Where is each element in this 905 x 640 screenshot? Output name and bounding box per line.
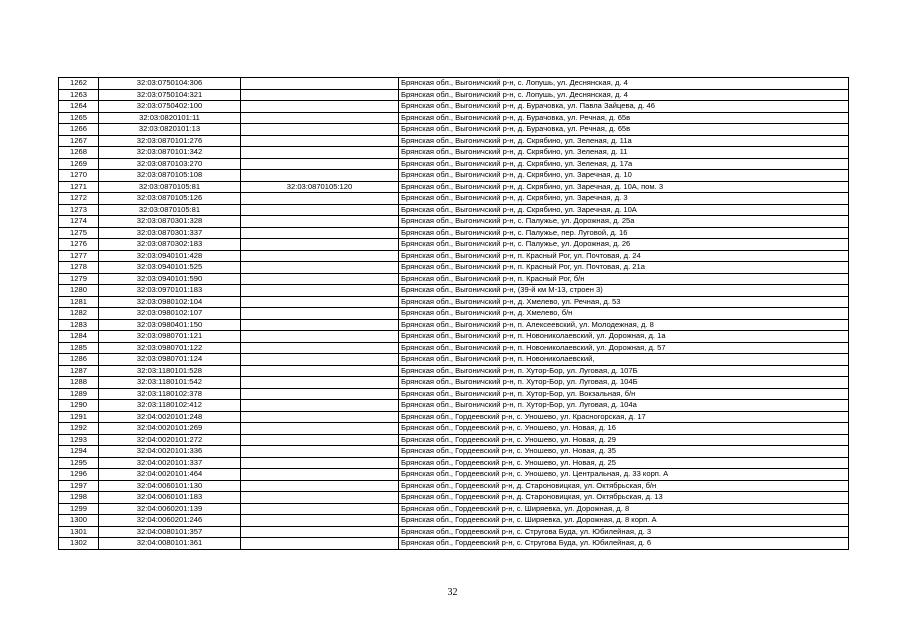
row-number-cell: 1286 bbox=[59, 354, 99, 366]
row-number-cell: 1297 bbox=[59, 480, 99, 492]
row-number-cell: 1292 bbox=[59, 423, 99, 435]
cadastral-number-cell: 32:03:0870301:328 bbox=[99, 216, 241, 228]
row-number-cell: 1270 bbox=[59, 170, 99, 182]
table-row bbox=[59, 526, 849, 538]
table-row bbox=[59, 78, 849, 90]
cadastral-number-cell: 32:04:0020101:248 bbox=[99, 411, 241, 423]
cadastral-number-cell: 32:03:0980102:104 bbox=[99, 296, 241, 308]
table-row bbox=[59, 239, 849, 251]
row-number-cell: 1285 bbox=[59, 342, 99, 354]
table-row bbox=[59, 377, 849, 389]
table-row bbox=[59, 296, 849, 308]
related-cadastral-number-cell bbox=[241, 193, 399, 205]
cadastral-number-cell: 32:04:0080101:361 bbox=[99, 538, 241, 550]
cadastral-number-cell: 32:03:1180102:412 bbox=[99, 400, 241, 412]
related-cadastral-number-cell bbox=[241, 377, 399, 389]
related-cadastral-number-cell: 32:03:0870105:120 bbox=[241, 181, 399, 193]
table-row bbox=[59, 480, 849, 492]
cadastral-number-cell: 32:04:0080101:357 bbox=[99, 526, 241, 538]
cadastral-number-cell: 32:04:0020101:269 bbox=[99, 423, 241, 435]
table-row bbox=[59, 434, 849, 446]
related-cadastral-number-cell bbox=[241, 101, 399, 113]
table-row bbox=[59, 170, 849, 182]
address-cell: Брянская обл., Гордеевский р-н, с. Уношево, ул. Центральная, д. 33 корп. А bbox=[399, 469, 849, 481]
cadastral-number-cell: 32:04:0060201:246 bbox=[99, 515, 241, 527]
row-number-cell: 1301 bbox=[59, 526, 99, 538]
related-cadastral-number-cell bbox=[241, 526, 399, 538]
address-cell: Брянская обл., Гордеевский р-н, с. Уношево, ул. Красногорская, д. 17 bbox=[399, 411, 849, 423]
row-number-cell: 1274 bbox=[59, 216, 99, 228]
table-row bbox=[59, 331, 849, 343]
table-row bbox=[59, 342, 849, 354]
address-cell: Брянская обл., Выгоничский р-н, п. Красный Рог, б/н bbox=[399, 273, 849, 285]
address-cell: Брянская обл., Гордеевский р-н, с. Уношево, ул. Новая, д. 25 bbox=[399, 457, 849, 469]
related-cadastral-number-cell bbox=[241, 250, 399, 262]
related-cadastral-number-cell bbox=[241, 135, 399, 147]
address-cell: Брянская обл., Выгоничский р-н, п. Хутор-Бор, ул. Луговая, д. 107Б bbox=[399, 365, 849, 377]
row-number-cell: 1295 bbox=[59, 457, 99, 469]
table-row bbox=[59, 492, 849, 504]
address-cell: Брянская обл., Выгоничский р-н, д. Хмелево, б/н bbox=[399, 308, 849, 320]
address-cell: Брянская обл., Выгоничский р-н, п. Хутор-Бор, ул. Луговая, д. 104Б bbox=[399, 377, 849, 389]
table-row bbox=[59, 515, 849, 527]
table-row bbox=[59, 457, 849, 469]
table-row bbox=[59, 227, 849, 239]
address-cell: Брянская обл., Выгоничский р-н, с. Палужье, ул. Дорожная, д. 25а bbox=[399, 216, 849, 228]
row-number-cell: 1280 bbox=[59, 285, 99, 297]
row-number-cell: 1276 bbox=[59, 239, 99, 251]
cadastral-number-cell: 32:03:1180101:542 bbox=[99, 377, 241, 389]
table-row bbox=[59, 147, 849, 159]
row-number-cell: 1278 bbox=[59, 262, 99, 274]
address-cell: Брянская обл., Выгоничский р-н, с. Палужье, пер. Луговой, д. 16 bbox=[399, 227, 849, 239]
cadastral-number-cell: 32:04:0060101:183 bbox=[99, 492, 241, 504]
address-cell: Брянская обл., Выгоничский р-н, д. Скрябино, ул. Зеленая, д. 11 bbox=[399, 147, 849, 159]
row-number-cell: 1275 bbox=[59, 227, 99, 239]
table-row bbox=[59, 112, 849, 124]
address-cell: Брянская обл., Выгоничский р-н, п. Новониколаевский, ул. Дорожная, д. 57 bbox=[399, 342, 849, 354]
related-cadastral-number-cell bbox=[241, 480, 399, 492]
related-cadastral-number-cell bbox=[241, 170, 399, 182]
row-number-cell: 1277 bbox=[59, 250, 99, 262]
cadastral-number-cell: 32:03:0750104:306 bbox=[99, 78, 241, 90]
row-number-cell: 1294 bbox=[59, 446, 99, 458]
cadastral-number-cell: 32:03:0940101:590 bbox=[99, 273, 241, 285]
cadastral-number-cell: 32:03:0870302:183 bbox=[99, 239, 241, 251]
table-row bbox=[59, 365, 849, 377]
row-number-cell: 1264 bbox=[59, 101, 99, 113]
address-cell: Брянская обл., Выгоничский р-н, п. Новониколаевский, bbox=[399, 354, 849, 366]
cadastral-number-cell: 32:04:0060101:130 bbox=[99, 480, 241, 492]
address-cell: Брянская обл., Выгоничский р-н, д. Скрябино, ул. Зеленая, д. 17а bbox=[399, 158, 849, 170]
related-cadastral-number-cell bbox=[241, 78, 399, 90]
cadastral-number-cell: 32:03:0870105:108 bbox=[99, 170, 241, 182]
related-cadastral-number-cell bbox=[241, 296, 399, 308]
related-cadastral-number-cell bbox=[241, 515, 399, 527]
row-number-cell: 1269 bbox=[59, 158, 99, 170]
related-cadastral-number-cell bbox=[241, 365, 399, 377]
table-row bbox=[59, 135, 849, 147]
related-cadastral-number-cell bbox=[241, 147, 399, 159]
row-number-cell: 1273 bbox=[59, 204, 99, 216]
table-row bbox=[59, 204, 849, 216]
table-row bbox=[59, 308, 849, 320]
register-table-body bbox=[59, 78, 849, 550]
cadastral-number-cell: 32:03:0870105:126 bbox=[99, 193, 241, 205]
cadastral-number-cell: 32:03:0980701:124 bbox=[99, 354, 241, 366]
address-cell: Брянская обл., Гордеевский р-н, д. Староновицкая, ул. Октябрьская, д. 13 bbox=[399, 492, 849, 504]
table-row bbox=[59, 388, 849, 400]
row-number-cell: 1272 bbox=[59, 193, 99, 205]
row-number-cell: 1282 bbox=[59, 308, 99, 320]
cadastral-number-cell: 32:03:0980102:107 bbox=[99, 308, 241, 320]
table-row bbox=[59, 273, 849, 285]
row-number-cell: 1279 bbox=[59, 273, 99, 285]
row-number-cell: 1296 bbox=[59, 469, 99, 481]
related-cadastral-number-cell bbox=[241, 239, 399, 251]
cadastral-number-cell: 32:03:0870103:270 bbox=[99, 158, 241, 170]
address-cell: Брянская обл., Выгоничский р-н, д. Бурачовка, ул. Павла Зайцева, д. 46 bbox=[399, 101, 849, 113]
table-row bbox=[59, 89, 849, 101]
address-cell: Брянская обл., Гордеевский р-н, с. Уношево, ул. Новая, д. 16 bbox=[399, 423, 849, 435]
row-number-cell: 1281 bbox=[59, 296, 99, 308]
address-cell: Брянская обл., Гордеевский р-н, д. Староновицкая, ул. Октябрьская, б/н bbox=[399, 480, 849, 492]
cadastral-number-cell: 32:03:0980401:150 bbox=[99, 319, 241, 331]
related-cadastral-number-cell bbox=[241, 124, 399, 136]
address-cell: Брянская обл., Гордеевский р-н, с. Уношево, ул. Новая, д. 29 bbox=[399, 434, 849, 446]
row-number-cell: 1284 bbox=[59, 331, 99, 343]
table-row bbox=[59, 354, 849, 366]
table-row bbox=[59, 216, 849, 228]
row-number-cell: 1293 bbox=[59, 434, 99, 446]
page-number: 32 bbox=[447, 587, 458, 598]
cadastral-number-cell: 32:03:1180101:528 bbox=[99, 365, 241, 377]
cadastral-number-cell: 32:03:0940101:525 bbox=[99, 262, 241, 274]
table-row bbox=[59, 250, 849, 262]
address-cell: Брянская обл., Выгоничский р-н, д. Скрябино, ул. Зеленая, д. 11а bbox=[399, 135, 849, 147]
related-cadastral-number-cell bbox=[241, 492, 399, 504]
row-number-cell: 1291 bbox=[59, 411, 99, 423]
related-cadastral-number-cell bbox=[241, 434, 399, 446]
table-row bbox=[59, 423, 849, 435]
cadastral-number-cell: 32:03:0750402:100 bbox=[99, 101, 241, 113]
row-number-cell: 1271 bbox=[59, 181, 99, 193]
table-row bbox=[59, 124, 849, 136]
related-cadastral-number-cell bbox=[241, 112, 399, 124]
row-number-cell: 1262 bbox=[59, 78, 99, 90]
table-row bbox=[59, 411, 849, 423]
address-cell: Брянская обл., Выгоничский р-н, д. Скрябино, ул. Заречная, д. 10 bbox=[399, 170, 849, 182]
related-cadastral-number-cell bbox=[241, 204, 399, 216]
cadastral-number-cell: 32:03:0820101:11 bbox=[99, 112, 241, 124]
row-number-cell: 1299 bbox=[59, 503, 99, 515]
related-cadastral-number-cell bbox=[241, 331, 399, 343]
row-number-cell: 1283 bbox=[59, 319, 99, 331]
cadastral-number-cell: 32:03:0970101:183 bbox=[99, 285, 241, 297]
related-cadastral-number-cell bbox=[241, 342, 399, 354]
row-number-cell: 1263 bbox=[59, 89, 99, 101]
related-cadastral-number-cell bbox=[241, 273, 399, 285]
related-cadastral-number-cell bbox=[241, 411, 399, 423]
address-cell: Брянская обл., Выгоничский р-н, д. Скрябино, ул. Заречная, д. 10А, пом. 3 bbox=[399, 181, 849, 193]
address-cell: Брянская обл., Выгоничский р-н, п. Красный Рог, ул. Почтовая, д. 24 bbox=[399, 250, 849, 262]
row-number-cell: 1298 bbox=[59, 492, 99, 504]
related-cadastral-number-cell bbox=[241, 262, 399, 274]
address-cell: Брянская обл., Выгоничский р-н, п. Новониколаевский, ул. Дорожная, д. 1а bbox=[399, 331, 849, 343]
address-cell: Брянская обл., Выгоничский р-н, п. Алексеевский, ул. Молодежная, д. 8 bbox=[399, 319, 849, 331]
row-number-cell: 1289 bbox=[59, 388, 99, 400]
cadastral-number-cell: 32:03:0870301:337 bbox=[99, 227, 241, 239]
table-row bbox=[59, 285, 849, 297]
table-row bbox=[59, 319, 849, 331]
cadastral-number-cell: 32:03:0820101:13 bbox=[99, 124, 241, 136]
table-row bbox=[59, 503, 849, 515]
address-cell: Брянская обл., Выгоничский р-н, д. Бурачовка, ул. Речная, д. 65в bbox=[399, 124, 849, 136]
address-cell: Брянская обл., Выгоничский р-н, (39-й км М-13, строен 3) bbox=[399, 285, 849, 297]
row-number-cell: 1287 bbox=[59, 365, 99, 377]
address-cell: Брянская обл., Гордеевский р-н, с. Ширяевка, ул. Дорожная, д. 8 bbox=[399, 503, 849, 515]
cadastral-number-cell: 32:03:0870101:276 bbox=[99, 135, 241, 147]
row-number-cell: 1302 bbox=[59, 538, 99, 550]
table-row bbox=[59, 193, 849, 205]
cadastral-number-cell: 32:03:1180102:378 bbox=[99, 388, 241, 400]
related-cadastral-number-cell bbox=[241, 308, 399, 320]
table-row bbox=[59, 446, 849, 458]
cadastral-number-cell: 32:04:0020101:272 bbox=[99, 434, 241, 446]
row-number-cell: 1266 bbox=[59, 124, 99, 136]
address-cell: Брянская обл., Выгоничский р-н, д. Хмелево, ул. Речная, д. 53 bbox=[399, 296, 849, 308]
cadastral-number-cell: 32:04:0020101:337 bbox=[99, 457, 241, 469]
related-cadastral-number-cell bbox=[241, 285, 399, 297]
related-cadastral-number-cell bbox=[241, 400, 399, 412]
address-cell: Брянская обл., Выгоничский р-н, с. Лопушь, ул. Деснянская, д. 4 bbox=[399, 78, 849, 90]
register-table bbox=[58, 77, 849, 550]
related-cadastral-number-cell bbox=[241, 388, 399, 400]
related-cadastral-number-cell bbox=[241, 423, 399, 435]
table-row bbox=[59, 400, 849, 412]
row-number-cell: 1267 bbox=[59, 135, 99, 147]
cadastral-number-cell: 32:04:0020101:464 bbox=[99, 469, 241, 481]
address-cell: Брянская обл., Выгоничский р-н, п. Хутор-Бор, ул. Луговая, д. 104а bbox=[399, 400, 849, 412]
related-cadastral-number-cell bbox=[241, 158, 399, 170]
address-cell: Брянская обл., Выгоничский р-н, д. Скрябино, ул. Заречная, д. 3 bbox=[399, 193, 849, 205]
row-number-cell: 1288 bbox=[59, 377, 99, 389]
table-row bbox=[59, 101, 849, 113]
address-cell: Брянская обл., Выгоничский р-н, с. Палужье, ул. Дорожная, д. 26 bbox=[399, 239, 849, 251]
row-number-cell: 1265 bbox=[59, 112, 99, 124]
address-cell: Брянская обл., Гордеевский р-н, с. Стругова Буда, ул. Юбилейная, д. 3 bbox=[399, 526, 849, 538]
related-cadastral-number-cell bbox=[241, 319, 399, 331]
cadastral-number-cell: 32:04:0020101:336 bbox=[99, 446, 241, 458]
cadastral-number-cell: 32:03:0870105:81 bbox=[99, 204, 241, 216]
table-row bbox=[59, 262, 849, 274]
related-cadastral-number-cell bbox=[241, 538, 399, 550]
related-cadastral-number-cell bbox=[241, 469, 399, 481]
table-row bbox=[59, 538, 849, 550]
table-row bbox=[59, 158, 849, 170]
address-cell: Брянская обл., Выгоничский р-н, п. Красный Рог, ул. Почтовая, д. 21а bbox=[399, 262, 849, 274]
cadastral-number-cell: 32:03:0940101:428 bbox=[99, 250, 241, 262]
related-cadastral-number-cell bbox=[241, 354, 399, 366]
related-cadastral-number-cell bbox=[241, 216, 399, 228]
cadastral-number-cell: 32:03:0980701:121 bbox=[99, 331, 241, 343]
cadastral-number-cell: 32:03:0870105:81 bbox=[99, 181, 241, 193]
related-cadastral-number-cell bbox=[241, 227, 399, 239]
row-number-cell: 1290 bbox=[59, 400, 99, 412]
address-cell: Брянская обл., Гордеевский р-н, с. Стругова Буда, ул. Юбилейная, д. 6 bbox=[399, 538, 849, 550]
address-cell: Брянская обл., Выгоничский р-н, с. Лопушь, ул. Деснянская, д. 4 bbox=[399, 89, 849, 101]
cadastral-number-cell: 32:03:0980701:122 bbox=[99, 342, 241, 354]
table-row bbox=[59, 181, 849, 193]
address-cell: Брянская обл., Выгоничский р-н, д. Бурачовка, ул. Речная, д. 65в bbox=[399, 112, 849, 124]
address-cell: Брянская обл., Выгоничский р-н, д. Скрябино, ул. Заречная, д. 10А bbox=[399, 204, 849, 216]
row-number-cell: 1300 bbox=[59, 515, 99, 527]
related-cadastral-number-cell bbox=[241, 89, 399, 101]
table-row bbox=[59, 469, 849, 481]
cadastral-number-cell: 32:04:0060201:139 bbox=[99, 503, 241, 515]
address-cell: Брянская обл., Гордеевский р-н, с. Уношево, ул. Новая, д. 35 bbox=[399, 446, 849, 458]
address-cell: Брянская обл., Гордеевский р-н, с. Ширяевка, ул. Дорожная, д. 8 корп. А bbox=[399, 515, 849, 527]
row-number-cell: 1268 bbox=[59, 147, 99, 159]
related-cadastral-number-cell bbox=[241, 503, 399, 515]
cadastral-number-cell: 32:03:0870101:342 bbox=[99, 147, 241, 159]
cadastral-number-cell: 32:03:0750104:321 bbox=[99, 89, 241, 101]
related-cadastral-number-cell bbox=[241, 457, 399, 469]
related-cadastral-number-cell bbox=[241, 446, 399, 458]
address-cell: Брянская обл., Выгоничский р-н, п. Хутор-Бор, ул. Вокзальная, б/н bbox=[399, 388, 849, 400]
